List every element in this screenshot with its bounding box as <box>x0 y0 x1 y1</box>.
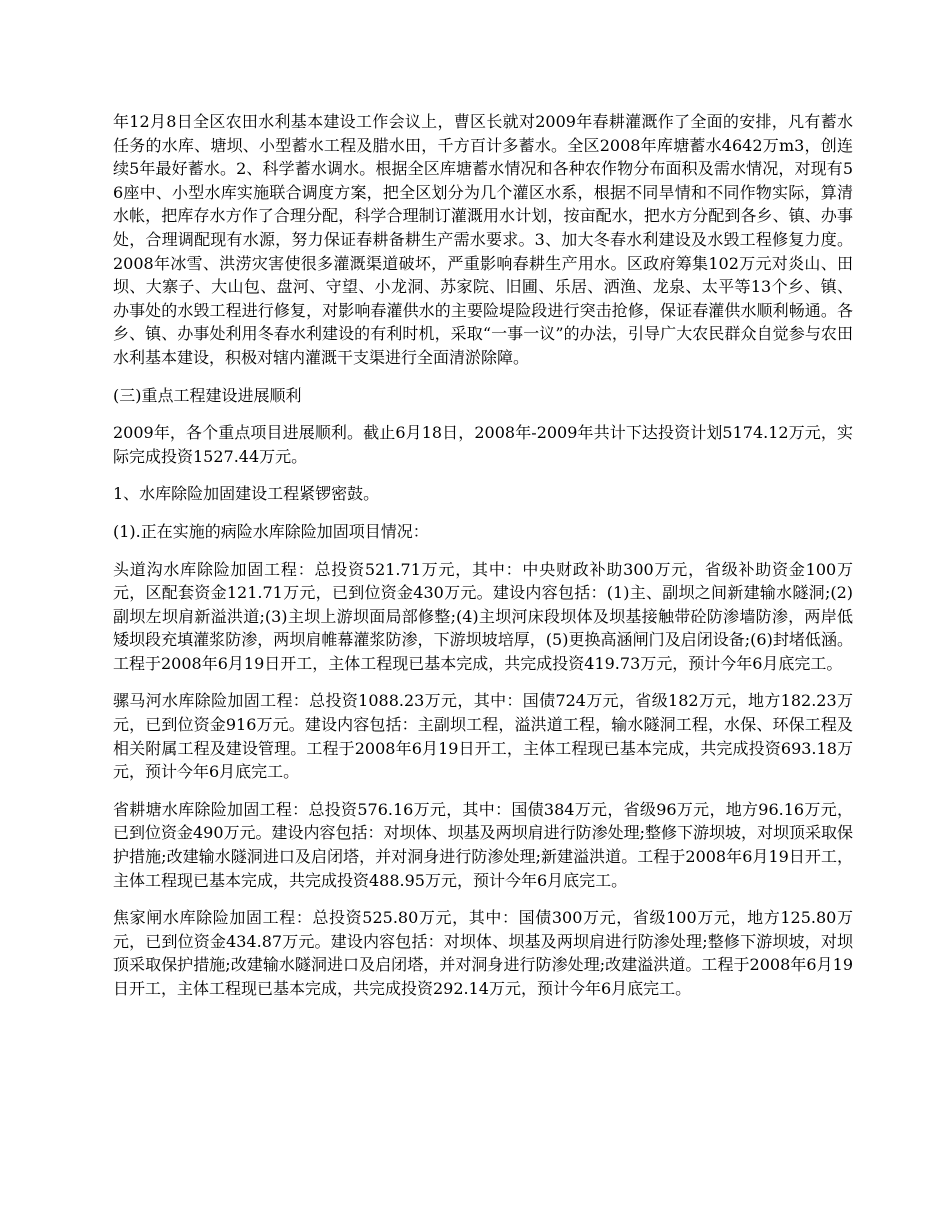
paragraph-luomahe-reservoir: 骡马河水库除险加固工程：总投资1088.23万元，其中：国债724万元，省级182万元，地方182.23万元，已到位资金916万元。建设内容包括：主副坝工程，溢洪道工程，输水隧洞工程，水保、环保工程及相关附属工程及建设管理。工程于2008年6月19日开工，主体工程现已基本完成，共完成投资693.18万元，预计今年6月底完工。 <box>113 691 853 782</box>
paragraph-jiaojiazha-reservoir: 焦家闸水库除险加固工程：总投资525.80万元，其中：国债300万元，省级100万元，地方125.80万元，已到位资金434.87万元。建设内容包括：对坝体、坝基及两坝肩进行防渗处理;整修下游坝坡，对坝顶采取保护措施;改建输水隧洞进口及启闭塔，并对洞身进行防渗处理;改建溢洪道。工程于2008年6月19日开工，主体工程现已基本完成，共完成投资292.14万元，预计今年6月底完工。 <box>113 908 853 998</box>
paragraph-shenggengtang-reservoir: 省耕塘水库除险加固工程：总投资576.16万元，其中：国债384万元，省级96万元，地方96.16万元，已到位资金490万元。建设内容包括：对坝体、坝基及两坝肩进行防渗处理;整修下游坝坡，对坝顶采取保护措施;改建输水隧洞进口及启闭塔，并对洞身进行防渗处理;新建溢洪道。工程于2008年6月19日开工，主体工程现已基本完成，共完成投资488.95万元，预计今年6月底完工。 <box>113 799 853 890</box>
paragraph-spring-irrigation: 年12月8日全区农田水利基本建设工作会议上，曹区长就对2009年春耕灌溉作了全面的安排，凡有蓄水任务的水库、塘坝、小型蓄水工程及腊水田，千方百计多蓄水。全区2008年库塘蓄水4642万m3，创连续5年最好蓄水。2、科学蓄水调水。根据全区库塘蓄水情况和各种农作物分布面积及需水情况，对现有56座中、小型水库实施联合调度方案，把全区划分为几个灌区水系，根据不同旱情和不同作物实际，算清水帐，把库存水方作了合理分配，科学合理制订灌溉用水计划，按亩配水，把水方分配到各乡、镇、办事处，合理调配现有水源，努力保证春耕备耕生产需水要求。3、加大冬春水利建设及水毁工程修复力度。2008年冰雪、洪涝灾害使很多灌溉渠道破坏，严重影响春耕生产用水。区政府筹集102万元对炎山、田坝、大寨子、大山包、盘河、守望、小龙洞、苏家院、旧圃、乐居、洒渔、龙泉、太平等13个乡、镇、办事处的水毁工程进行修复，对影响春灌供水的主要险堤险段进行突击抢修，保证春灌供水顺利畅通。各乡、镇、办事处利用冬春水利建设的有利时机，采取“一事一议”的办法，引导广大农民群众自觉参与农田水利基本建设，积极对辖内灌溉干支渠进行全面清淤除障。 <box>113 112 853 367</box>
section-heading-key-projects: (三)重点工程建设进展顺利 <box>113 385 302 405</box>
subheading-reservoir-reinforcement: 1、水库除险加固建设工程紧锣密鼓。 <box>113 484 380 504</box>
subheading-ongoing-projects: (1).正在实施的病险水库除险加固项目情况： <box>113 521 429 541</box>
paragraph-toudaogou-reservoir: 头道沟水库除险加固工程：总投资521.71万元，其中：中央财政补助300万元，省级补助资金100万元，区配套资金121.71万元，已到位资金430万元。建设内容包括：(1)主、副坝之间新建输水隧洞;(2)副坝左坝肩新溢洪道;(3)主坝上游坝面局部修整;(4)主坝河床段坝体及坝基接触带砼防渗墙防渗，两岸低矮坝段充填灌浆防渗，两坝肩帷幕灌浆防渗，下游坝坡培厚，(5)更换高涵闸门及启闭设备;(6)封堵低涵。工程于2008年6月19日开工，主体工程现已基本完成，共完成投资419.73万元，预计今年6月底完工。 <box>113 559 853 673</box>
paragraph-investment-summary: 2009年，各个重点项目进展顺利。截止6月18日，2008年-2009年共计下达投资计划5174.12万元，实际完成投资1527.44万元。 <box>113 423 853 466</box>
document-page <box>113 110 853 1015</box>
